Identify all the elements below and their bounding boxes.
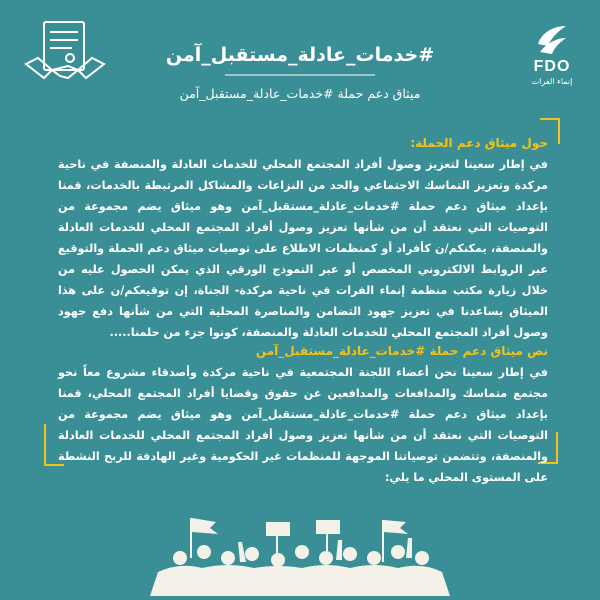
contract-handshake-icon: [22, 18, 108, 96]
page-title: #خدمات_عادلة_مستقبل_آمن: [165, 44, 435, 66]
title-underline: [225, 74, 375, 76]
fdo-leaf-icon: [534, 22, 570, 56]
fdo-logo: [526, 22, 578, 86]
page-subtitle: ميثاق دعم حملة #خدمات_عادلة_مستقبل_آمن: [179, 86, 421, 101]
logo-tagline: إنماء الفرات: [531, 77, 573, 86]
section-body: في إطار سعينا نحن أعضاء اللجنة المجتمعية في ناحية مركدة وأصدقاء مشروع معاً نحو مجتمع متماسك والمدافعات والمدافعين عن حقوق وقضايا أفراد المجتمع المحلي، قمنا بإعداد ميثاق دعم حملة #خدمات_عادلة_مستقبل_آمن وهو ميثاق يضم مجموعة من التوصيات التي نعتقد أن من شأنها تعزيز وصول أفراد المجتمع المحلي للخدمات العادلة والمنصفة، وتتضمن توصياتنا الموجهة للمنظمات غير الحكومية وغير الهادفة للربح النشطة على المستوى المحلي ما يلي:: [58, 366, 548, 484]
logo-name: FDO: [533, 58, 571, 75]
section-body: في إطار سعينا لتعزيز وصول أفراد المجتمع المحلي للخدمات العادلة والمنصفة في ناحية مركدة وتعزيز التماسك الاجتماعي والحد من النزاعات والمشاكل المرتبطة بالخدمات، قمنا بإعداد ميثاق دعم حملة #خدمات_عادلة_مستقبل_آمن وهو ميثاق يضم مجموعة من التوصيات التي نعتقد أن من شأنها تعزيز وصول أفراد المجتمع المحلي للخدمات العادلة والمنصفة، يمكنكم/ن كأفراد أو كمنظمات الاطلاع على توصيات ميثاق دعم الحملة والتوقيع عبر الروابط الالكتروني المخصص أو عبر النموذج الورقي الذي يمكن الحصول عليه من خلال زيارة مكتب منظمة إنماء الفرات في ناحية مركدة- الجناة، إن توقيعكم/ن على هذا الميثاق يساعدنا في تعزيز جهود التضامن والمناصرة المحلية التي من شأنها دفع جهود وصول أفراد المجتمع المحلي للخدمات العادلة والمنصفة، كونوا جزء من حلمنا.....: [58, 158, 548, 339]
section-charter-text: [58, 344, 548, 488]
section-heading: حول ميثاق دعم الحملة:: [410, 136, 548, 150]
section-heading: نص ميثاق دعم حملة #خدمات_عادلة_مستقبل_آمن: [255, 344, 548, 358]
protest-crowd-silhouette: [150, 512, 450, 600]
section-about-charter: [58, 136, 548, 343]
